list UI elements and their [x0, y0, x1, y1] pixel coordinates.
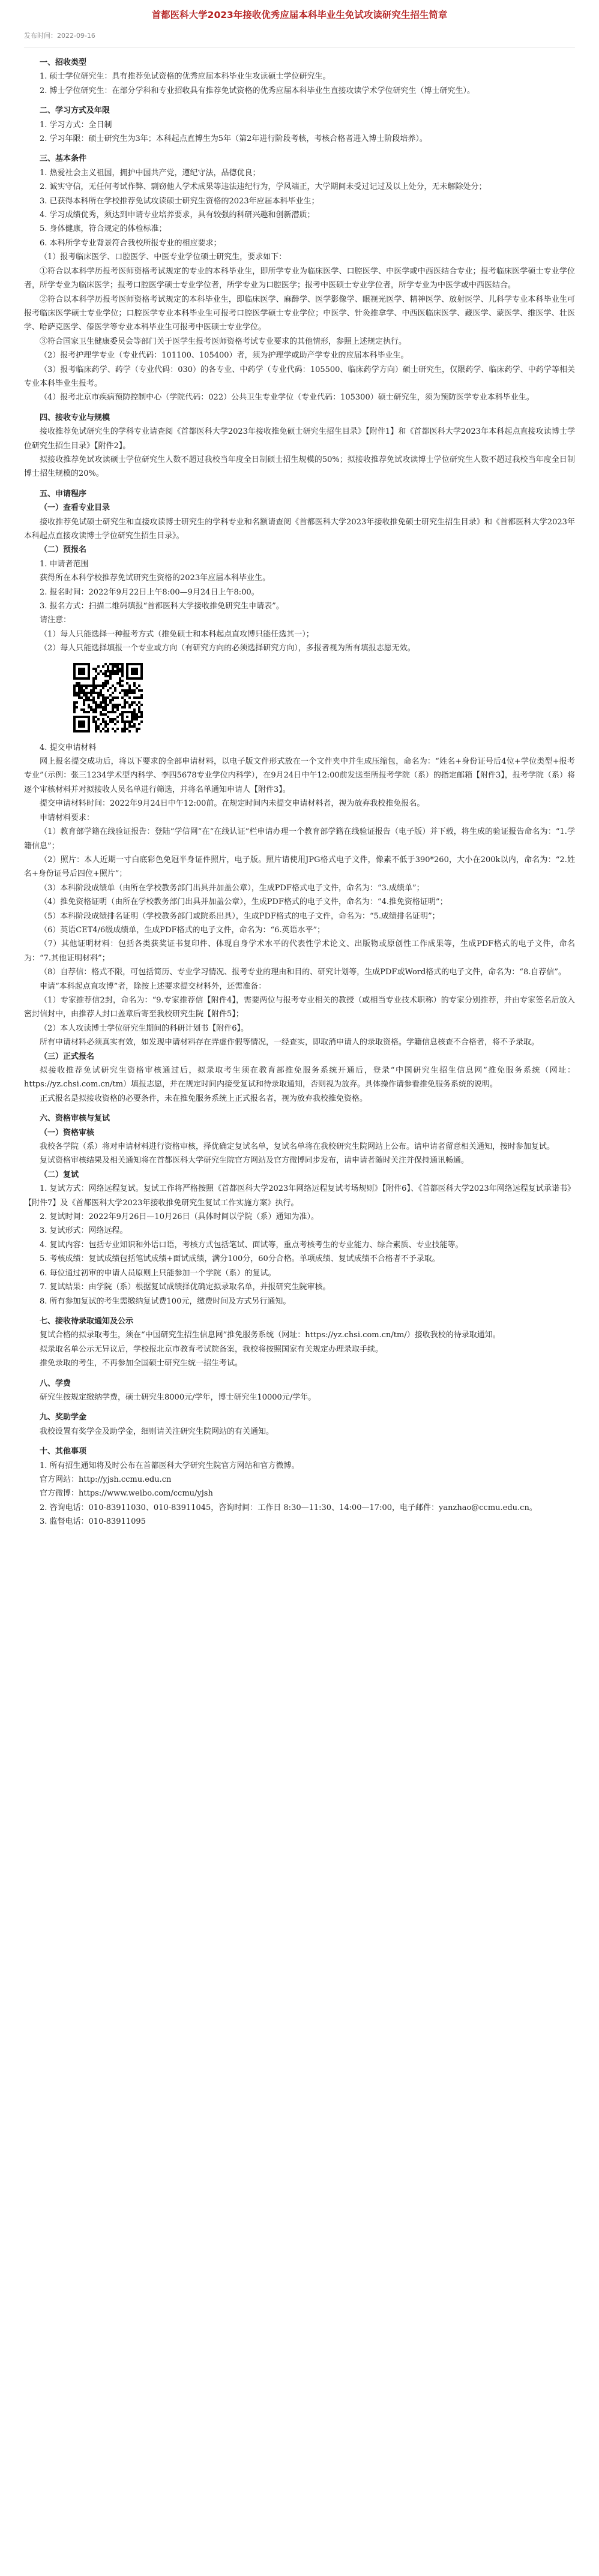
body-paragraph: （6）英语CET4/6级成绩单，生成PDF格式的电子文件，命名为：“6.英语水平”；: [40, 925, 325, 935]
body-paragraph: 7. 复试结果：由学院（系）根据复试成绩择优确定拟录取名单，并报研究生院审核。: [40, 1283, 331, 1292]
body-paragraph: 所有申请材料必须真实有效，如发现申请材料存在弄虚作假等情况，一经查实，即取消申请人的录取资格。学籍信息核查不合格者，将不予录取。: [40, 1038, 540, 1047]
section-heading: 四、接收专业与规模: [40, 413, 110, 422]
body-paragraph: 4. 学习成绩优秀，须达到申请专业培养要求，具有较强的科研兴趣和创新潜质；: [40, 211, 315, 220]
body-paragraph: 研究生按规定缴纳学费，硕士研究生8000元/学年，博士研究生10000元/学年。: [40, 1392, 316, 1402]
body-paragraph: 1. 申请者范围: [40, 559, 89, 569]
paragraph-spacer: [24, 98, 575, 104]
paragraph-spacer: [24, 146, 575, 152]
body-paragraph: 6. 本科所学专业背景符合我校所报专业的相应要求；: [40, 238, 221, 248]
body-paragraph: 3. 报名方式：扫描二维码填报“首都医科大学接收推免研究生申请表”。: [40, 602, 284, 611]
subsection-heading: （一）资格审核: [40, 1128, 95, 1137]
section-heading: 六、资格审核与复试: [40, 1114, 110, 1124]
body-paragraph: 获得所在本科学校推荐免试研究生资格的2023年应届本科毕业生。: [40, 574, 271, 583]
body-paragraph: 2. 咨询电话：010-83911030、010-83911045，咨询时间：工作日 8:30—11:30、14:00—17:00，电子邮件：yanzhao@ccmu.edu.cn。: [40, 1503, 537, 1512]
section-heading: 二、学习方式及年限: [40, 106, 110, 116]
subsection-heading: （一）查看专业目录: [40, 503, 110, 513]
body-paragraph: 8. 所有参加复试的考生需缴纳复试费100元，缴费时间及方式另行通知。: [40, 1296, 291, 1306]
body-paragraph: 1. 复试方式：网络远程复试。复试工作将严格按照《首都医科大学2023年网络远程复试考场规则》【附件6】、《首都医科大学2023年网络远程复试承诺书》【附件7】及《首都医科大学2023年接收推免研究生复试工作实施方案》执行。: [24, 1184, 575, 1208]
body-paragraph: 官方网站：http://yjsh.ccmu.edu.cn: [40, 1475, 172, 1484]
body-paragraph: 请注意：: [40, 616, 71, 625]
subsection-heading: （三）正式报名: [40, 1052, 95, 1061]
body-paragraph: 网上报名提交成功后，将以下要求的全部申请材料，以电子版文件形式放在一个文件夹中并生成压缩包，命名为：“姓名+身份证号后4位+学位类型+报考专业”（示例：张三1234学术型内科学、李四5678专业学位内科学），在9月24日中午12:00前发送至所报考学院（系）的指定邮箱【附件3】，报考学院（系）将逐个审核材料并对拟接收人员名单进行筛选，并将名单通知申请人【附件3】。: [24, 757, 575, 794]
body-paragraph: 申请材料要求：: [40, 813, 95, 822]
body-paragraph: 3. 复试形式：网络远程。: [40, 1226, 128, 1236]
body-paragraph: （2）报考护理学专业（专业代码：101100、105400）者，须为护理学或助产学专业的应届本科毕业生。: [40, 351, 409, 361]
paragraph-spacer: [24, 1308, 575, 1314]
body-paragraph: 复试合格的拟录取考生，须在“中国研究生招生信息网”推免服务系统（网址：https://yz.chsi.com.cn/tm/）接收我校的待录取通知。: [40, 1331, 501, 1340]
publish-date: 发布时间：2022-09-16: [24, 32, 95, 40]
section-heading: 三、基本条件: [40, 154, 87, 164]
body-paragraph: 4. 提交申请材料: [40, 743, 97, 752]
body-paragraph: 接收推荐免试研究生的学科专业请查阅《首都医科大学2023年接收推免硕士研究生招生目录》【附件1】和《首都医科大学2023年本科起点直接攻读博士学位研究生招生目录》【附件2】。: [24, 427, 575, 451]
body-paragraph: 1. 硕士学位研究生：具有推荐免试资格的优秀应届本科毕业生攻读硕士学位研究生。: [40, 72, 331, 82]
body-paragraph: （1）教育部学籍在线验证报告：登陆“学信网”在“在线认证”栏申请办理一个教育部学籍在线验证报告（电子版）并下载，将生成的验证报告命名为：“1.学籍信息”；: [24, 827, 575, 851]
body-paragraph: 申请“本科起点直攻博”者，除按上述要求提交材料外，还需准备：: [40, 981, 266, 991]
body-paragraph: 3. 监督电话：010-83911095: [40, 1517, 146, 1527]
paragraph-spacer: [24, 481, 575, 487]
body-paragraph: （3）本科阶段成绩单（由所在学校教务部门出具并加盖公章），生成PDF格式电子文件，命名为：“3.成绩单”；: [40, 883, 424, 893]
paragraph-spacer: [24, 1371, 575, 1377]
body-paragraph: ①符合以本科学历报考医师资格考试规定的专业的本科毕业生，即所学专业为临床医学、口腔医学、中医学或中西医结合专业；报考临床医学硕士专业学位者，所学专业为临床医学；报考口腔医学硕士专业学位者，所学专业为口腔医学；报考中医硕士专业学位者，所学专业为中医学或中西医结合。: [24, 266, 575, 290]
subsection-heading: （二）复试: [40, 1170, 79, 1179]
section-heading: 五、申请程序: [40, 489, 87, 499]
body-paragraph: 2. 诚实守信，无任何考试作弊、剽窃他人学术成果等违法违纪行为，学风端正，大学期间未受过记过及以上处分，无未解除处分；: [40, 182, 487, 192]
body-paragraph: ③符合国家卫生健康委员会等部门关于医学生报考医师资格考试专业要求的其他情形，参照上述规定执行。: [40, 337, 407, 346]
body-paragraph: 1. 所有招生通知将及时公布在首都医科大学研究生院官方网站和官方微博。: [40, 1461, 300, 1470]
body-paragraph: 3. 已获得本科所在学校推荐免试攻读硕士研究生资格的2023年应届本科毕业生；: [40, 196, 319, 206]
section-heading: 八、学费: [40, 1379, 71, 1388]
body-paragraph: （1）专家推荐信2封，命名为：“9.专家推荐信【附件4】，需要两位与报考专业相关的教授（或相当专业技术职称）的专家分别推荐，并由专家签名后放入密封信封中，由推荐人封口盖章后寄至我校研究生院【附件5】；: [24, 995, 575, 1019]
body-paragraph: 4. 复试内容：包括专业知识和外语口语，考核方式包括笔试、面试等，重点考核考生的专业能力、综合素质、专业技能等。: [40, 1240, 463, 1250]
body-paragraph: 6. 每位通过初审的申请人员原则上只能参加一个学院（系）的复试。: [40, 1268, 276, 1278]
body-paragraph: （2）每人只能选择填报一个专业或方向（有研究方向的必须选择研究方向），多报者视为所有填报志愿无效。: [40, 644, 415, 653]
body-paragraph: 拟接收推荐免试研究生资格审核通过后，拟录取考生须在教育部推免服务系统开通后，登录“中国研究生招生信息网”推免服务系统（网址：https://yz.chsi.com.cn/tm）填报志愿，并在规定时间内接受复试和待录取通知，否则视为放弃。具体操作请参看推免服务系统的说明。: [24, 1066, 575, 1089]
body-paragraph: 复试资格审核结果及相关通知将在首都医科大学研究生院官方网站及官方微博同步发布，请申请者随时关注并保持通讯畅通。: [40, 1156, 469, 1166]
body-paragraph: ②符合以本科学历报考医师资格考试规定的本科毕业生，即临床医学、麻醉学、医学影像学、眼视光医学、精神医学、放射医学、儿科学专业本科毕业生可报考临床医学硕士专业学位；口腔医学专业本科毕业生可报考口腔医学硕士专业学位；中医学、针灸推拿学、中西医临床医学、藏医学、蒙医学、维医学、壮医学、哈萨克医学、傣医学等专业本科毕业生可报考中医硕士专业学位。: [24, 295, 575, 332]
body-paragraph: （5）本科阶段成绩排名证明（学校教务部门或院系出具），生成PDF格式的电子文件，命名为：“5.成绩排名证明”；: [40, 911, 440, 921]
body-paragraph: 拟录取名单公示无异议后，学校报北京市教育考试院备案，我校将按照国家有关规定办理录取手续。: [40, 1344, 384, 1354]
paragraph-spacer: [24, 1439, 575, 1445]
section-heading: 九、奖助学金: [40, 1413, 87, 1422]
body-paragraph: 2. 博士学位研究生：在部分学科和专业招收具有推荐免试资格的优秀应届本科毕业生直接攻读学术学位研究生（博士研究生）。: [40, 86, 475, 95]
body-paragraph: 2. 复试时间：2022年9月26日—10月26日（具体时间以学院（系）通知为准）。: [40, 1212, 319, 1222]
body-paragraph: （2）本人攻读博士学位研究生期间的科研计划书【附件6】。: [40, 1023, 249, 1033]
body-paragraph: （1）报考临床医学、口腔医学、中医专业学位硕士研究生，要求如下：: [40, 253, 287, 262]
body-paragraph: （4）推免资格证明（由所在学校教务部门出具并加盖公章），生成PDF格式的电子文件，命名为：“4.推免资格证明”；: [40, 897, 448, 907]
subsection-heading: （二）预报名: [40, 545, 87, 555]
section-heading: 七、接收待录取通知及公示: [40, 1316, 134, 1326]
body-paragraph: 正式报名是拟接收资格的必要条件，未在推免服务系统上正式报名者，视为放弃我校推免资格。: [40, 1094, 368, 1103]
body-paragraph: 1. 热爱社会主义祖国，拥护中国共产党，遵纪守法，品德优良；: [40, 168, 260, 178]
body-paragraph: 2. 报名时间：2022年9月22日上午8:00—9月24日上午8:00。: [40, 587, 259, 597]
body-paragraph: （3）报考临床药学、药学（专业代码：030）的各专业、中药学（专业代码：105500、临床药学方向）硕士研究生，仅限药学、临床药学、中药学等相关专业本科毕业生报考。: [24, 365, 575, 388]
body-paragraph: 官方微博：https://www.weibo.com/ccmu/yjsh: [40, 1489, 213, 1499]
section-heading: 十、其他事项: [40, 1447, 87, 1457]
article-body: [24, 56, 575, 1529]
body-paragraph: 接收推荐免试硕士研究生和直接攻读博士研究生的学科专业和名额请查阅《首都医科大学2023年接收推免硕士研究生招生目录》和《首都医科大学2023年本科起点直接攻读博士学位研究生招生目录》。: [24, 517, 575, 541]
body-paragraph: 提交申请材料时间：2022年9月24日中午12:00前。在规定时间内未提交申请材料者，视为放弃我校推免报名。: [40, 799, 425, 809]
body-paragraph: （1）每人只能选择一种报考方式（推免硕士和本科起点直攻博只能任选其一）；: [40, 629, 314, 639]
body-paragraph: 我校设置有奖学金及助学金，细则请关注研究生院网站的有关通知。: [40, 1427, 274, 1436]
body-paragraph: （2）照片：本人近期一寸白底彩色免冠半身证件照片，电子版。照片请使用JPG格式电子文件，像素不低于390*260，大小在200k以内，命名为：“2.姓名+身份证号后四位+照片”；: [24, 855, 575, 879]
section-heading: 一、招收类型: [40, 58, 87, 67]
body-paragraph: 1. 学习方式：全日制: [40, 120, 112, 130]
body-paragraph: 2. 学习年限：硕士研究生为3年；本科起点直博生为5年（第2年进行阶段考核，考核合格者进入博士阶段培养）。: [40, 134, 427, 144]
body-paragraph: （7）其他证明材料：包括各类获奖证书复印件、体现自身学术水平的代表性学术论文、出版物或原创性工作成果等，生成PDF格式的电子文件，命名为：“7.其他证明材料”；: [24, 939, 575, 963]
paragraph-spacer: [24, 1404, 575, 1410]
qr-code-image: [71, 660, 145, 735]
body-paragraph: 5. 考核成绩：复试成绩包括笔试成绩+面试成绩，满分100分，60分合格。单项成绩、复试成绩不合格者不予录取。: [40, 1254, 440, 1264]
article-title: 首都医科大学2023年接收优秀应届本科毕业生免试攻读研究生招生简章: [151, 10, 448, 20]
paragraph-spacer: [24, 1106, 575, 1112]
body-paragraph: （8）自荐信：格式不限，可包括简历、专业学习情况、报考专业的理由和目的、研究计划等，生成PDF或Word格式的电子文件，命名为：“8.自荐信”。: [40, 968, 566, 977]
body-paragraph: 5. 身体健康，符合规定的体检标准；: [40, 224, 167, 234]
body-paragraph: 我校各学院（系）将对申请材料进行资格审核，择优确定复试名单，复试名单将在我校研究生院网站上公布。请申请者留意相关通知，按时参加复试。: [40, 1142, 555, 1152]
body-paragraph: （4）报考北京市疾病预防控制中心（学院代码：022）公共卫生专业学位（专业代码：105300）硕士研究生，须为预防医学专业本科毕业生。: [40, 393, 534, 403]
body-paragraph: 推免录取的考生，不再参加全国硕士研究生统一招生考试。: [40, 1359, 243, 1368]
body-paragraph: 拟接收推荐免试攻读硕士学位研究生人数不超过我校当年度全日制硕士招生规模的50%；拟接收推荐免试攻读博士学位研究生人数不超过我校当年度全日制博士招生规模的20%。: [24, 455, 575, 479]
paragraph-spacer: [24, 405, 575, 411]
